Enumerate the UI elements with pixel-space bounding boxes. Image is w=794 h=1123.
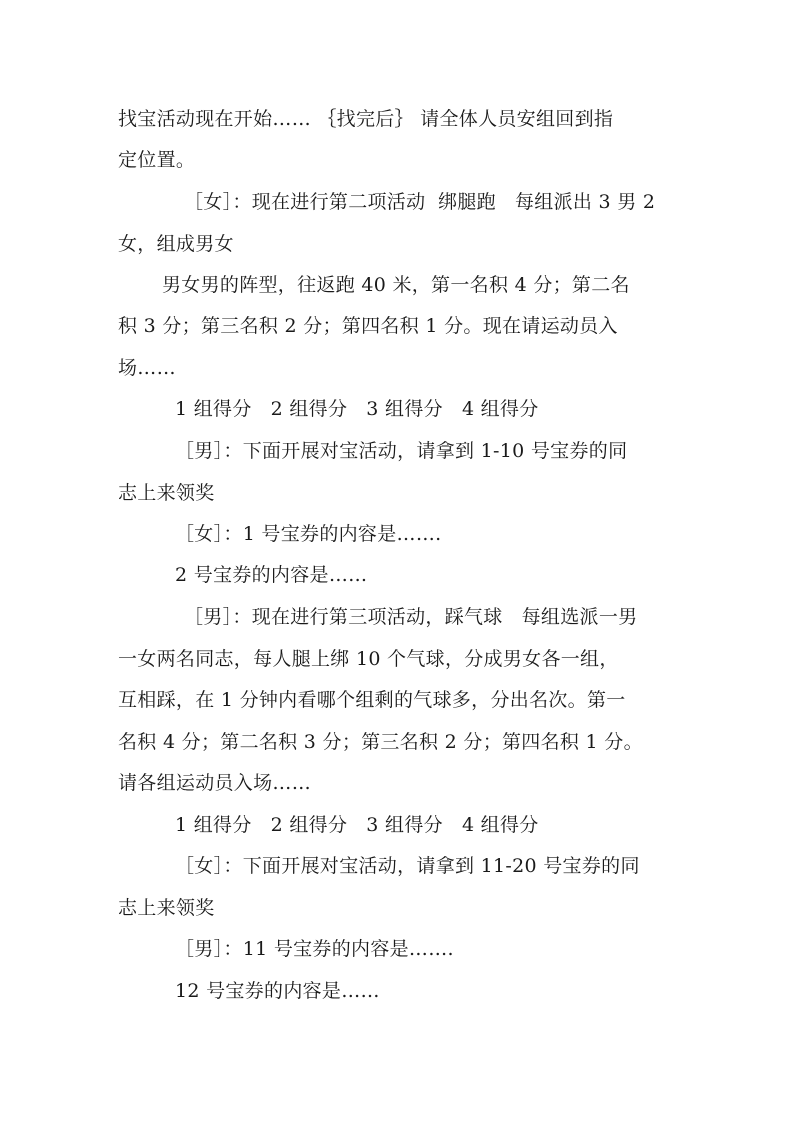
text-line: ［男］：11 号宝券的内容是……. bbox=[175, 938, 454, 960]
text-line: 1 组得分 2 组得分 3 组得分 4 组得分 bbox=[175, 398, 539, 420]
text-line: 找宝活动现在开始…… ｛找完后｝ 请全体人员安组回到指 bbox=[118, 108, 614, 130]
text-line: 请各组运动员入场…… bbox=[118, 772, 312, 794]
text-line: 志上来领奖 bbox=[118, 897, 215, 919]
text-line: 互相踩，在 1 分钟内看哪个组剩的气球多，分出名次。第一 bbox=[118, 689, 626, 711]
text-line: ［女］：1 号宝券的内容是……. bbox=[175, 523, 442, 545]
text-line: ［男］：下面开展对宝活动，请拿到 1-10 号宝券的同 bbox=[175, 440, 628, 462]
text-line: 女，组成男女 bbox=[118, 233, 234, 255]
text-line: 12 号宝券的内容是…… bbox=[175, 980, 380, 1002]
text-line: 场…… bbox=[118, 357, 176, 379]
text-line: 志上来领奖 bbox=[118, 482, 215, 504]
text-line: 一女两名同志，每人腿上绑 10 个气球，分成男女各一组， bbox=[118, 648, 619, 670]
text-line: 男女男的阵型，往返跑 40 米，第一名积 4 分；第二名 bbox=[162, 274, 630, 296]
text-line: ［女］：现在进行第二项活动 绑腿跑 每组派出 3 男 2 bbox=[184, 191, 656, 213]
text-line: 积 3 分；第三名积 2 分；第四名积 1 分。现在请运动员入 bbox=[118, 315, 618, 337]
text-line: 定位置。 bbox=[118, 149, 196, 171]
text-line: ［男］：现在进行第三项活动，踩气球 每组选派一男 bbox=[184, 606, 638, 628]
text-line: ［女］：下面开展对宝活动，请拿到 11-20 号宝券的同 bbox=[175, 855, 640, 877]
text-line: 2 号宝券的内容是…… bbox=[175, 564, 368, 586]
text-line: 名积 4 分；第二名积 3 分；第三名积 2 分；第四名积 1 分。 bbox=[118, 731, 643, 753]
text-line: 1 组得分 2 组得分 3 组得分 4 组得分 bbox=[175, 814, 539, 836]
